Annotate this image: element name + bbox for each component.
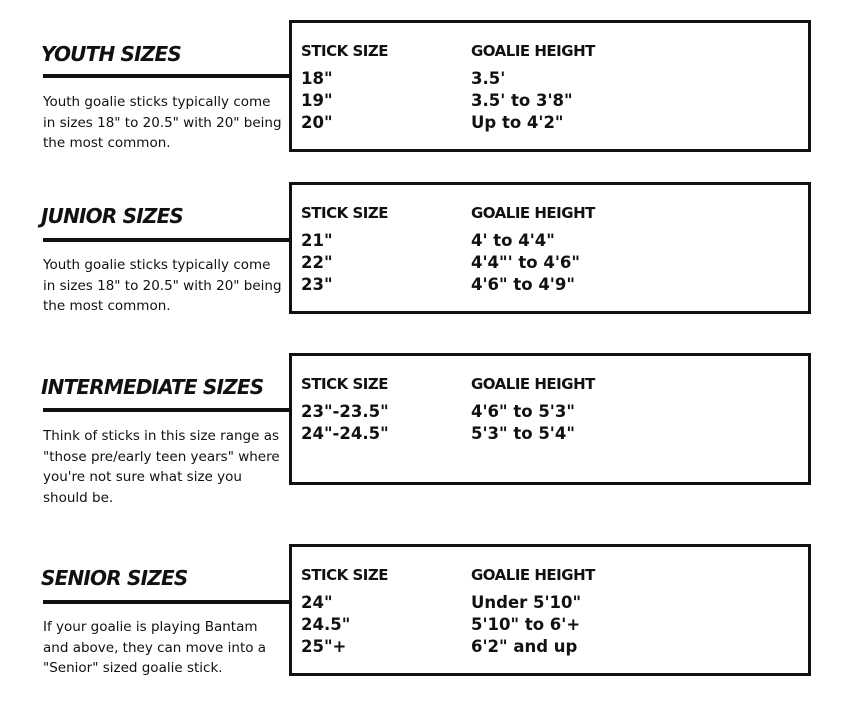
table-row — [292, 274, 808, 296]
column-header-stick-size: STICK SIZE — [301, 42, 388, 60]
divider — [43, 600, 291, 604]
table-row — [292, 68, 808, 90]
column-header-goalie-height: GOALIE HEIGHT — [471, 566, 595, 584]
stick-size-value: 22" — [301, 253, 333, 272]
divider — [43, 238, 291, 242]
table-row — [292, 636, 808, 658]
goalie-height-value: 6'2" and up — [471, 637, 578, 656]
goalie-height-value: Under 5'10" — [471, 593, 582, 612]
table-row — [292, 112, 808, 134]
column-header-stick-size: STICK SIZE — [301, 204, 388, 222]
table-row — [292, 614, 808, 636]
goalie-height-value: 3.5' to 3'8" — [471, 91, 573, 110]
stick-size-value: 24" — [301, 593, 333, 612]
goalie-height-value: Up to 4'2" — [471, 113, 564, 132]
section-description: Youth goalie sticks typically come in sizes 18" to 20.5" with 20" being the most common. — [43, 257, 282, 314]
divider — [43, 74, 291, 78]
section-heading: JUNIOR SIZES — [41, 204, 184, 228]
table-row — [292, 230, 808, 252]
goalie-height-value: 5'3" to 5'4" — [471, 424, 575, 443]
column-header-goalie-height: GOALIE HEIGHT — [471, 375, 595, 393]
column-header-goalie-height: GOALIE HEIGHT — [471, 42, 595, 60]
section-description: If your goalie is playing Bantam and above, they can move into a "Senior" sized goalie stick. — [43, 619, 267, 676]
goalie-height-value: 4' to 4'4" — [471, 231, 555, 250]
divider — [43, 408, 291, 412]
stick-size-value: 20" — [301, 113, 333, 132]
size-table — [289, 182, 811, 314]
stick-size-value: 21" — [301, 231, 333, 250]
section-description: Think of sticks in this size range as "those pre/early teen years" where you're not sure what size you should be. — [43, 428, 280, 506]
size-table — [289, 20, 811, 152]
column-header-goalie-height: GOALIE HEIGHT — [471, 204, 595, 222]
goalie-height-value: 4'4"' to 4'6" — [471, 253, 580, 272]
table-row — [292, 90, 808, 112]
stick-size-value: 23"-23.5" — [301, 402, 389, 421]
table-row — [292, 423, 808, 445]
goalie-height-value: 5'10" to 6'+ — [471, 615, 581, 634]
goalie-height-value: 3.5' — [471, 69, 506, 88]
goalie-height-value: 4'6" to 5'3" — [471, 402, 575, 421]
stick-size-value: 25"+ — [301, 637, 347, 656]
section-heading: INTERMEDIATE SIZES — [41, 375, 264, 399]
stick-size-value: 24.5" — [301, 615, 351, 634]
table-row — [292, 252, 808, 274]
section-description: Youth goalie sticks typically come in sizes 18" to 20.5" with 20" being the most common. — [43, 94, 282, 151]
table-row — [292, 401, 808, 423]
column-header-stick-size: STICK SIZE — [301, 375, 388, 393]
stick-size-value: 23" — [301, 275, 333, 294]
section-heading: YOUTH SIZES — [41, 42, 181, 66]
stick-size-value: 24"-24.5" — [301, 424, 389, 443]
section-heading: SENIOR SIZES — [41, 566, 188, 590]
stick-size-value: 19" — [301, 91, 333, 110]
size-table — [289, 544, 811, 676]
stick-size-value: 18" — [301, 69, 333, 88]
table-row — [292, 592, 808, 614]
goalie-height-value: 4'6" to 4'9" — [471, 275, 575, 294]
column-header-stick-size: STICK SIZE — [301, 566, 388, 584]
size-table — [289, 353, 811, 485]
